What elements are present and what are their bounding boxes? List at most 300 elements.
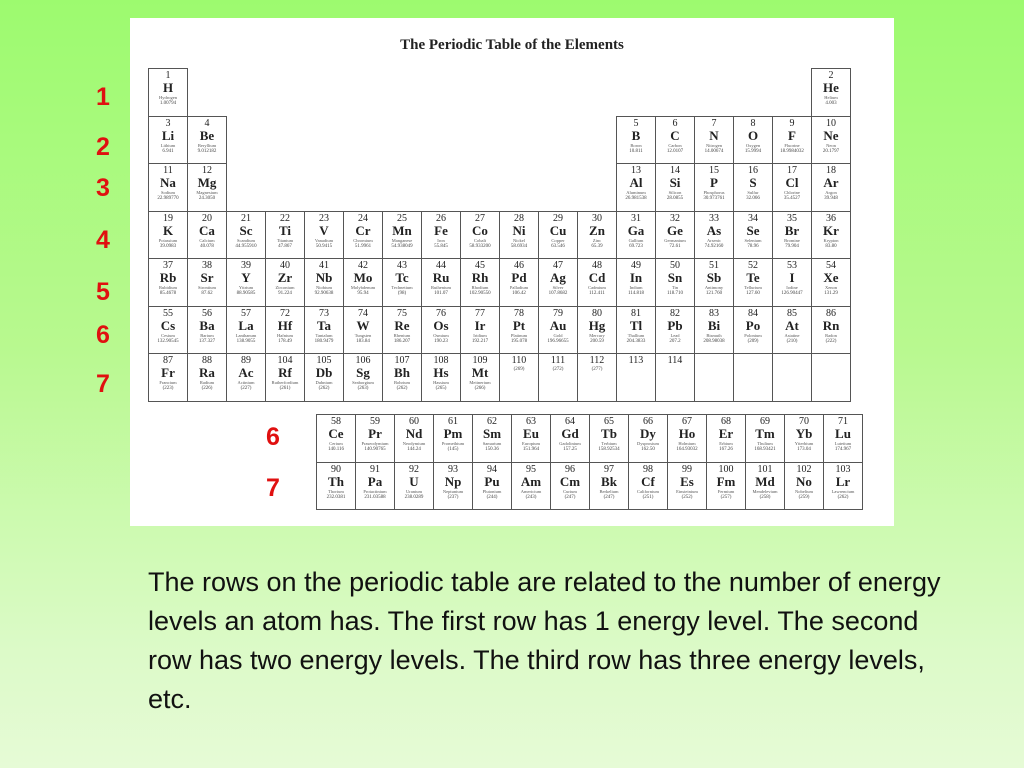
atomic-number: 8 xyxy=(750,117,756,129)
element-name: Ruthenium xyxy=(431,285,451,290)
element-symbol: Sm xyxy=(482,426,502,441)
element-symbol: S xyxy=(749,175,757,190)
atomic-number: 17 xyxy=(787,165,797,176)
element-name: Tin xyxy=(671,285,679,290)
element-cell xyxy=(811,163,851,212)
atomic-mass: 137.327 xyxy=(198,338,216,344)
atomic-number: 25 xyxy=(397,212,407,224)
atomic-mass: (257) xyxy=(720,494,732,500)
atomic-number: 59 xyxy=(370,416,380,427)
element-name: Rubidium xyxy=(158,285,177,290)
element-symbol: Ac xyxy=(238,365,254,380)
atomic-number: 26 xyxy=(436,212,446,224)
element-name: Gadolinium xyxy=(559,441,581,446)
element-name: Radon xyxy=(825,332,837,338)
element-name: Hydrogen xyxy=(159,95,177,100)
element-cell xyxy=(772,306,812,355)
element-cell xyxy=(265,258,305,307)
element-cell xyxy=(343,353,383,402)
element-cell xyxy=(382,306,422,355)
element-name: Lawrencium xyxy=(831,488,855,494)
atomic-mass: 51.9961 xyxy=(354,243,372,249)
atomic-mass: 78.96 xyxy=(747,243,759,249)
element-symbol: Sg xyxy=(356,365,370,380)
element-symbol: Pa xyxy=(367,473,383,489)
element-name: Nobelium xyxy=(795,488,813,494)
element-symbol: Bk xyxy=(601,473,617,489)
atomic-mass: 180.9479 xyxy=(314,338,334,344)
atomic-mass: 168.93421 xyxy=(754,447,776,452)
element-symbol: Lr xyxy=(835,473,851,489)
element-name: Francium xyxy=(159,380,177,385)
period-label-3: 3 xyxy=(96,174,110,202)
atomic-number: 28 xyxy=(514,212,524,224)
atomic-mass: (252) xyxy=(681,494,693,500)
atomic-mass: (209) xyxy=(747,338,759,344)
element-cell xyxy=(655,306,695,355)
element-cell xyxy=(355,462,395,511)
element-name: Aluminum xyxy=(626,190,646,195)
element-symbol: V xyxy=(319,222,329,238)
atomic-mass: 164.93032 xyxy=(676,447,698,452)
atomic-number: 95 xyxy=(526,463,536,475)
atomic-number: 76 xyxy=(436,307,446,319)
element-name: Beryllium xyxy=(197,142,217,148)
element-name: Iodine xyxy=(786,285,798,290)
element-name: Protactinium xyxy=(363,488,387,494)
element-name: Titanium xyxy=(276,237,294,243)
element-cell xyxy=(745,462,785,511)
atomic-number: 83 xyxy=(709,307,719,319)
element-name: Nitrogen xyxy=(706,142,722,148)
element-name: Copper xyxy=(551,237,565,243)
element-symbol: Ir xyxy=(474,317,486,333)
atomic-mass: 88.90585 xyxy=(236,291,256,296)
atomic-number: 71 xyxy=(838,416,848,427)
atomic-number: 19 xyxy=(163,212,173,224)
atomic-number: 37 xyxy=(163,260,173,271)
element-cell xyxy=(343,211,383,260)
atomic-number: 55 xyxy=(163,307,173,319)
element-name: Iridium xyxy=(473,332,487,338)
element-cell xyxy=(499,211,539,260)
element-cell xyxy=(772,116,812,165)
atomic-number: 79 xyxy=(553,307,563,319)
atomic-mass: 39.948 xyxy=(824,196,838,201)
element-name: Polonium xyxy=(744,332,762,338)
atomic-mass: 106.42 xyxy=(512,291,526,296)
element-symbol: Sr xyxy=(200,270,214,285)
element-name: Scandium xyxy=(237,237,255,243)
atomic-number: 58 xyxy=(331,416,341,427)
element-name: Molybdenum xyxy=(350,285,376,290)
atomic-mass: 162.50 xyxy=(641,447,655,452)
atomic-mass: (210) xyxy=(786,338,798,344)
atomic-mass: (269) xyxy=(513,367,525,372)
atomic-mass: (237) xyxy=(447,494,459,500)
element-name: Lead xyxy=(670,332,680,338)
atomic-mass: (251) xyxy=(642,494,654,500)
atomic-mass: 85.4678 xyxy=(159,291,177,296)
element-name: Neodymium xyxy=(402,441,426,446)
element-symbol: Al xyxy=(629,175,643,190)
atomic-mass: 144.24 xyxy=(407,447,421,452)
element-name: Gold xyxy=(553,332,563,338)
element-name: Tantalum xyxy=(315,332,333,338)
element-symbol: Hg xyxy=(588,317,606,333)
element-symbol: Tm xyxy=(755,426,775,441)
element-cell xyxy=(811,258,851,307)
atomic-number: 47 xyxy=(553,260,563,271)
element-name: Argon xyxy=(825,190,837,195)
element-name: Samarium xyxy=(482,441,502,446)
element-symbol: Lu xyxy=(835,426,851,441)
element-cell xyxy=(733,163,773,212)
element-name: Promethium xyxy=(441,441,465,446)
element-name: Gallium xyxy=(628,237,644,243)
element-symbol: Pd xyxy=(511,270,527,285)
atomic-number: 48 xyxy=(592,260,602,271)
element-symbol: Hf xyxy=(277,317,293,333)
element-name: Potassium xyxy=(158,237,178,243)
atomic-mass: 101.07 xyxy=(434,291,448,296)
element-cell xyxy=(655,353,695,402)
element-name: Zirconium xyxy=(275,285,295,290)
atomic-mass: 69.723 xyxy=(629,243,643,249)
element-cell xyxy=(667,414,707,463)
atomic-number: 72 xyxy=(280,307,290,319)
element-name: Tungsten xyxy=(354,332,372,338)
atomic-number: 23 xyxy=(319,212,329,224)
atomic-number: 18 xyxy=(826,165,836,176)
element-symbol: Th xyxy=(328,473,344,489)
atomic-mass: 14.00674 xyxy=(704,148,724,154)
atomic-number: 87 xyxy=(163,355,173,366)
element-name: Cobalt xyxy=(474,237,486,243)
atomic-mass: 132.90545 xyxy=(157,338,179,344)
atomic-mass: 127.60 xyxy=(746,291,760,296)
element-cell xyxy=(421,258,461,307)
element-cell xyxy=(382,211,422,260)
element-cell xyxy=(616,306,656,355)
atomic-mass: 200.59 xyxy=(590,338,604,344)
atomic-number: 9 xyxy=(789,117,795,129)
atomic-number: 102 xyxy=(796,463,812,475)
atomic-number: 94 xyxy=(487,463,497,475)
atomic-mass: 83.80 xyxy=(825,243,837,249)
atomic-mass: 192.217 xyxy=(471,338,489,344)
element-symbol: Am xyxy=(520,473,542,489)
element-symbol: Pr xyxy=(368,426,382,441)
element-symbol: In xyxy=(629,270,643,285)
atomic-mass: 35.4527 xyxy=(783,196,801,201)
atomic-mass: 232.0381 xyxy=(326,494,346,500)
element-name: Mendelevium xyxy=(752,488,778,494)
element-symbol: Kr xyxy=(823,222,839,238)
atomic-mass: (261) xyxy=(279,386,291,391)
atomic-mass: 102.90550 xyxy=(469,291,491,296)
atomic-mass: 114.818 xyxy=(627,291,645,296)
element-cell xyxy=(694,258,734,307)
element-symbol: As xyxy=(706,222,722,238)
element-cell xyxy=(772,258,812,307)
element-symbol: Dy xyxy=(640,426,656,441)
atomic-number: 67 xyxy=(682,416,692,427)
element-symbol: Pu xyxy=(484,473,500,489)
atomic-number: 12 xyxy=(202,165,212,176)
element-symbol: Er xyxy=(718,426,734,441)
atomic-mass: 74.92160 xyxy=(704,243,724,249)
atomic-mass: 87.62 xyxy=(201,291,213,296)
atomic-mass: (243) xyxy=(525,494,537,500)
element-symbol: Ar xyxy=(823,175,839,190)
element-cell xyxy=(667,462,707,511)
atomic-number: 66 xyxy=(643,416,653,427)
atomic-number: 49 xyxy=(631,260,641,271)
element-name: Plutonium xyxy=(482,488,502,494)
element-name: Sodium xyxy=(160,190,175,195)
element-name: Lutetium xyxy=(834,441,852,446)
element-symbol: Cu xyxy=(549,222,567,238)
atomic-number: 31 xyxy=(631,212,641,224)
atomic-mass: 4.003 xyxy=(825,101,837,106)
element-cell xyxy=(694,306,734,355)
atomic-number: 16 xyxy=(748,165,758,176)
element-symbol: N xyxy=(709,127,719,143)
element-symbol: Nb xyxy=(315,270,333,285)
atomic-mass: (258) xyxy=(759,494,771,500)
atomic-number: 57 xyxy=(241,307,251,319)
element-cell xyxy=(733,116,773,165)
element-name: Osmium xyxy=(433,332,449,338)
element-symbol: C xyxy=(670,127,680,143)
element-name: Niobium xyxy=(315,285,332,290)
atomic-number: 10 xyxy=(826,117,836,129)
atomic-number: 51 xyxy=(709,260,719,271)
element-symbol: Rh xyxy=(471,270,489,285)
element-cell xyxy=(589,462,629,511)
atomic-mass: 126.90447 xyxy=(781,291,803,296)
element-name: Strontium xyxy=(197,285,216,290)
element-symbol: Ag xyxy=(550,270,566,285)
element-cell xyxy=(499,353,539,402)
element-cell xyxy=(511,414,551,463)
element-symbol: Pt xyxy=(512,317,526,333)
element-name: Carbon xyxy=(668,142,682,148)
element-cell xyxy=(628,414,668,463)
element-cell xyxy=(472,414,512,463)
atomic-number: 100 xyxy=(718,463,734,475)
element-name: Yttrium xyxy=(238,285,254,290)
atomic-mass: 173.04 xyxy=(797,447,811,452)
element-name: Lithium xyxy=(160,142,176,148)
atomic-mass: 63.546 xyxy=(551,243,565,249)
element-name: Zinc xyxy=(592,237,602,243)
element-cell xyxy=(694,211,734,260)
element-symbol: Pm xyxy=(443,426,463,441)
atomic-number: 91 xyxy=(370,463,380,475)
atomic-number: 108 xyxy=(433,355,449,366)
atomic-mass: 174.967 xyxy=(834,447,852,452)
atomic-mass: 10.811 xyxy=(629,148,643,154)
atomic-mass: 158.92534 xyxy=(598,447,620,452)
element-symbol: P xyxy=(710,175,718,190)
element-cell xyxy=(616,116,656,165)
element-cell xyxy=(304,353,344,402)
atomic-number: 90 xyxy=(331,463,341,475)
element-name: Arsenic xyxy=(707,237,721,243)
element-symbol: Pb xyxy=(667,317,683,333)
element-symbol: Re xyxy=(394,317,410,333)
element-cell xyxy=(550,414,590,463)
atomic-number: 38 xyxy=(202,260,212,271)
element-symbol: Cm xyxy=(559,473,581,489)
element-name: Germanium xyxy=(664,237,686,243)
period-label-2: 2 xyxy=(96,133,110,161)
element-name: Seaborgium xyxy=(352,380,374,385)
element-cell xyxy=(148,211,188,260)
element-symbol: Cf xyxy=(641,473,655,489)
element-name: Antimony xyxy=(704,285,724,290)
element-cell xyxy=(550,462,590,511)
element-symbol: Te xyxy=(746,270,760,285)
element-cell xyxy=(628,462,668,511)
atomic-number: 5 xyxy=(633,117,639,129)
element-symbol: Xe xyxy=(823,270,839,285)
element-symbol: Ca xyxy=(199,222,215,238)
atomic-mass: 167.26 xyxy=(719,447,733,452)
atomic-mass: 47.867 xyxy=(278,243,292,249)
element-cell xyxy=(472,462,512,511)
element-cell xyxy=(316,462,356,511)
atomic-number: 29 xyxy=(553,212,563,224)
atomic-mass: 207.2 xyxy=(669,338,681,344)
atomic-mass: 91.224 xyxy=(278,291,292,296)
atomic-mass: 32.066 xyxy=(746,196,760,201)
element-cell xyxy=(382,258,422,307)
atomic-mass: 140.116 xyxy=(327,447,345,452)
element-cell xyxy=(421,353,461,402)
atomic-number: 65 xyxy=(604,416,614,427)
atomic-mass: 195.078 xyxy=(510,338,528,344)
element-cell xyxy=(772,211,812,260)
element-name: Thorium xyxy=(328,488,344,494)
element-cell xyxy=(499,258,539,307)
element-symbol: Ce xyxy=(328,426,344,441)
atomic-mass: 238.0289 xyxy=(404,494,424,500)
element-cell xyxy=(460,353,500,402)
atomic-mass: (244) xyxy=(486,494,498,500)
element-name: Curium xyxy=(563,488,577,494)
element-cell xyxy=(823,462,863,511)
element-symbol: Md xyxy=(755,473,775,489)
element-symbol: Rf xyxy=(278,365,292,380)
atomic-number: 113 xyxy=(628,355,644,366)
atomic-number: 68 xyxy=(721,416,731,427)
element-cell xyxy=(811,353,851,402)
atomic-mass: (262) xyxy=(837,494,849,500)
atomic-mass: (259) xyxy=(798,494,810,500)
atomic-mass: (265) xyxy=(435,386,447,391)
element-symbol: H xyxy=(162,80,174,95)
atomic-number: 70 xyxy=(799,416,809,427)
atomic-mass: 58.6934 xyxy=(510,243,528,249)
atomic-mass: 138.9055 xyxy=(236,338,256,344)
element-symbol: Cs xyxy=(160,317,176,333)
element-name: Phosphorus xyxy=(703,190,725,195)
caption-text: The rows on the periodic table are related to the number of energy levels an atom has. The first row has 1 energy level. The second row has two energy levels. The third row has three energy levels, etc. xyxy=(148,567,941,714)
element-symbol: Fm xyxy=(716,473,736,489)
atomic-mass: (226) xyxy=(201,386,213,391)
element-cell xyxy=(187,116,227,165)
element-name: Bohrium xyxy=(393,380,410,385)
element-symbol: Na xyxy=(160,175,176,190)
atomic-number: 84 xyxy=(748,307,758,319)
element-name: Hassium xyxy=(433,380,449,385)
atomic-number: 75 xyxy=(397,307,407,319)
element-symbol: B xyxy=(631,127,641,143)
atomic-number: 74 xyxy=(358,307,368,319)
element-name: Dysprosium xyxy=(636,441,659,446)
element-symbol: Bh xyxy=(394,365,410,380)
atomic-number: 92 xyxy=(409,463,419,475)
atomic-mass: 204.3833 xyxy=(626,338,646,344)
element-cell xyxy=(706,414,746,463)
atomic-number: 39 xyxy=(241,260,251,271)
atomic-number: 103 xyxy=(835,463,851,475)
element-name: Silicon xyxy=(668,190,682,195)
element-cell xyxy=(811,68,851,117)
element-name: Fermium xyxy=(717,488,735,494)
element-symbol: I xyxy=(789,270,795,285)
atomic-number: 43 xyxy=(397,260,407,271)
atomic-mass: 55.845 xyxy=(434,243,448,249)
atomic-number: 93 xyxy=(448,463,458,475)
element-symbol: Ge xyxy=(667,222,683,238)
atomic-number: 34 xyxy=(748,212,758,224)
element-cell xyxy=(148,116,188,165)
element-name: Xenon xyxy=(825,285,837,290)
element-cell xyxy=(304,258,344,307)
element-symbol: Sn xyxy=(667,270,683,285)
element-cell xyxy=(811,306,851,355)
element-cell xyxy=(226,306,266,355)
period-label-4: 4 xyxy=(96,226,110,254)
atomic-number: 78 xyxy=(514,307,524,319)
atomic-mass: 196.96655 xyxy=(547,338,569,344)
element-symbol: W xyxy=(356,317,370,333)
atomic-number: 54 xyxy=(826,260,836,271)
element-symbol: He xyxy=(823,80,839,95)
element-symbol: Ti xyxy=(278,222,292,238)
atomic-number: 97 xyxy=(604,463,614,475)
element-name: Magnesium xyxy=(196,190,218,195)
atomic-mass: (272) xyxy=(552,367,564,372)
atomic-mass: 231.03588 xyxy=(364,494,386,500)
element-symbol: Np xyxy=(444,473,462,489)
element-name: Chromium xyxy=(353,237,373,243)
atomic-number: 112 xyxy=(589,355,605,366)
atomic-number: 22 xyxy=(280,212,290,224)
period-label-6: 6 xyxy=(96,321,110,349)
element-name: Neptunium xyxy=(442,488,464,494)
element-symbol: Mo xyxy=(353,270,373,285)
element-cell xyxy=(382,353,422,402)
element-name: Barium xyxy=(200,332,214,338)
element-name: Berkelium xyxy=(599,488,619,494)
element-name: Erbium xyxy=(719,441,733,446)
element-symbol: Fr xyxy=(161,365,175,380)
